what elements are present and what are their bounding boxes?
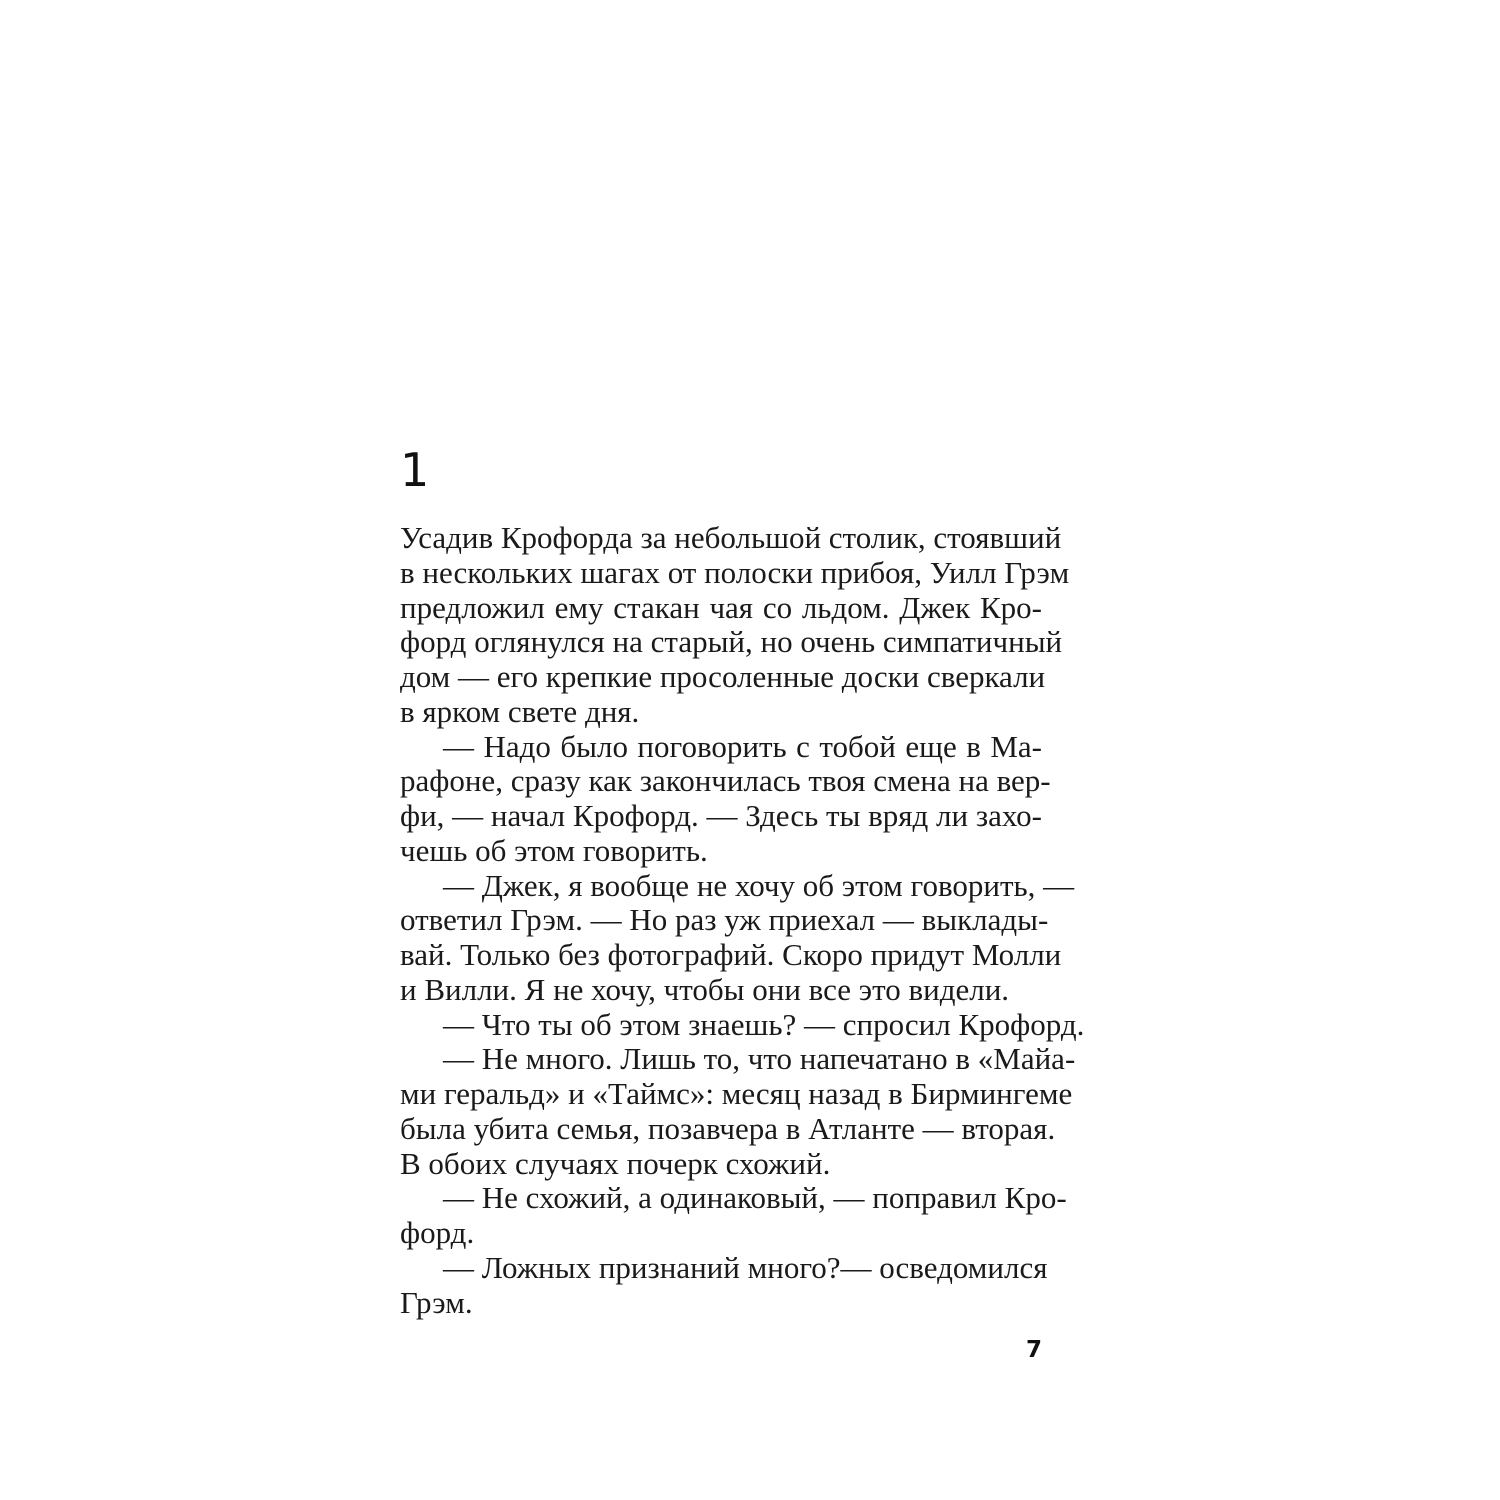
text-line: Грэм. xyxy=(400,1284,473,1320)
text-line: — Что ты об этом знаешь? — спросил Крофорд. xyxy=(443,1006,1085,1042)
text-line: форд. xyxy=(400,1215,475,1250)
text-line: в нескольких шагах от полоски прибоя, Уилл Грэм xyxy=(400,554,1070,590)
text-line: в ярком свете дня. xyxy=(400,693,640,729)
text-line: — Не схожий, а одинаковый, — поправил Кро- xyxy=(443,1180,1067,1216)
text-line: рафоне, сразу как закончилась твоя смена на вер- xyxy=(400,763,1051,799)
chapter-number: 1 xyxy=(400,443,430,497)
text-line: Усадив Крофорда за небольшой столик, стоявший xyxy=(400,520,1062,555)
text-line: была убита семья, позавчера в Атланте — вторая. xyxy=(400,1110,1056,1146)
text-line: ответил Грэм. — Но раз уж приехал — выклады- xyxy=(400,902,1049,938)
text-line: форд оглянулся на старый, но очень симпатичный xyxy=(400,624,1063,660)
text-line: вай. Только без фотографий. Скоро придут Молли xyxy=(400,937,1062,972)
text-line: дом — его крепкие просоленные доски сверкали xyxy=(400,659,1046,694)
page-number: 7 xyxy=(1025,1337,1042,1363)
text-line: и Вилли. Я не хочу, чтобы они все это видели. xyxy=(400,971,1010,1007)
text-line: — Ложных признаний много?— осведомился xyxy=(443,1249,1048,1285)
text-line: чешь об этом говорить. xyxy=(400,832,708,868)
chapter-text xyxy=(400,520,1085,1320)
text-line: фи, — начал Крофорд. — Здесь ты вряд ли захо- xyxy=(400,798,1042,833)
text-line: ми геральд» и «Таймс»: месяц назад в Бирмингеме xyxy=(400,1076,1073,1111)
text-line: — Не много. Лишь то, что напечатано в «Майа- xyxy=(443,1041,1076,1077)
text-line: — Джек, я вообще не хочу об этом говорить, — xyxy=(443,867,1075,903)
text-line: В обоих случаях почерк схожий. xyxy=(400,1145,831,1181)
text-line: предложил ему стакан чая со льдом. Джек Кро- xyxy=(400,589,1042,625)
text-line: — Надо было поговорить с тобой еще в Ма- xyxy=(443,728,1042,764)
